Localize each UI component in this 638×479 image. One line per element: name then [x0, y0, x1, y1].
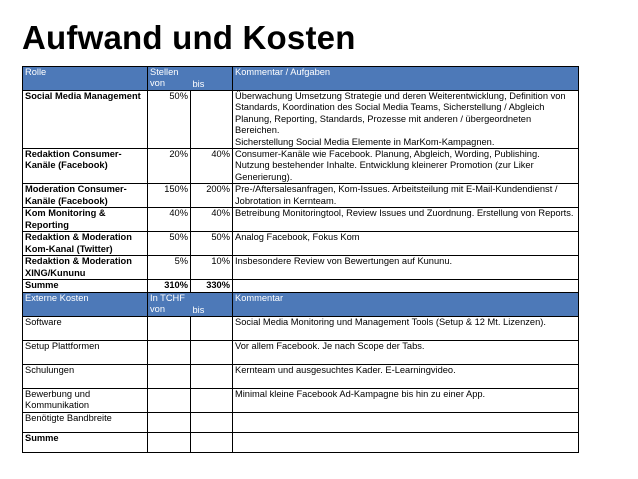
bis-cell — [191, 91, 233, 149]
von-cell — [148, 317, 191, 341]
role-cell: Redaktion & Moderation Kom-Kanal (Twitter) — [23, 232, 148, 256]
table-row — [23, 413, 579, 433]
header-role: Rolle — [23, 67, 148, 91]
comment-cell: Betreibung Monitoringtool, Review Issues und Zuordnung. Erstellung von Reports. — [233, 208, 579, 232]
header-comment: Kommentar / Aufgaben — [233, 67, 579, 91]
bis-cell: 330% — [191, 280, 233, 293]
header-von: von — [150, 78, 165, 89]
bis-cell: 40% — [191, 208, 233, 232]
comment-cell — [233, 413, 579, 433]
table-row — [23, 317, 579, 341]
item-cell: Benötigte Bandbreite — [23, 413, 148, 433]
role-cell: Summe — [23, 280, 148, 293]
roles-table-header — [23, 67, 579, 91]
header-tchf — [148, 293, 191, 317]
von-cell: 50% — [148, 91, 191, 149]
table-row — [23, 256, 579, 280]
roles-table — [22, 66, 579, 293]
item-cell: Schulungen — [23, 365, 148, 389]
bis-cell — [191, 365, 233, 389]
bis-cell — [191, 341, 233, 365]
costs-table — [22, 292, 579, 453]
table-row — [23, 184, 579, 208]
comment-cell: Social Media Monitoring und Management Tools (Setup & 12 Mt. Lizenzen). — [233, 317, 579, 341]
item-cell: Setup Plattformen — [23, 341, 148, 365]
comment-cell: Insbesondere Review von Bewertungen auf Kununu. — [233, 256, 579, 280]
bis-cell: 200% — [191, 184, 233, 208]
header-tchf-label: In TCHF — [150, 293, 185, 303]
table-row — [23, 208, 579, 232]
von-cell: 5% — [148, 256, 191, 280]
bis-cell: 10% — [191, 256, 233, 280]
comment-cell: Consumer-Kanäle wie Facebook. Planung, Abgleich, Wording, Publishing. Nutzung bestehender Inhalte. Entwicklung kleinerer Promotion (zur Liker Generierung). — [233, 149, 579, 184]
header-bis: bis — [191, 67, 233, 91]
von-cell: 150% — [148, 184, 191, 208]
von-cell: 310% — [148, 280, 191, 293]
von-cell — [148, 341, 191, 365]
bis-cell: 40% — [191, 149, 233, 184]
header-von: von — [150, 304, 165, 315]
summe-row — [23, 433, 579, 453]
comment-cell — [233, 280, 579, 293]
header-comment: Kommentar — [233, 293, 579, 317]
header-stellen — [148, 67, 191, 91]
von-cell — [148, 413, 191, 433]
costs-table-header — [23, 293, 579, 317]
role-cell: Kom Monitoring & Reporting — [23, 208, 148, 232]
comment-cell — [233, 433, 579, 453]
comment-cell: Analog Facebook, Fokus Kom — [233, 232, 579, 256]
von-cell — [148, 389, 191, 413]
von-cell — [148, 433, 191, 453]
item-cell: Software — [23, 317, 148, 341]
header-bis: bis — [191, 293, 233, 317]
bis-cell — [191, 433, 233, 453]
comment-cell: Minimal kleine Facebook Ad-Kampagne bis hin zu einer App. — [233, 389, 579, 413]
page-title: Aufwand und Kosten — [22, 19, 356, 56]
von-cell: 40% — [148, 208, 191, 232]
item-cell: Summe — [23, 433, 148, 453]
comment-cell: Überwachung Umsetzung Strategie und deren Weiterentwicklung, Definition von Standards, Koordination des Social Media Teams, Sicherstellung / Abgleich Planung, Reporting, Standards, Prozesse mit anderen / übergeordneten Bereichen. Sicherstellung Social Media Elemente in MarKom-Kampagnen. — [233, 91, 579, 149]
role-cell: Moderation Consumer-Kanäle (Facebook) — [23, 184, 148, 208]
von-cell: 50% — [148, 232, 191, 256]
bis-cell — [191, 317, 233, 341]
bis-cell — [191, 413, 233, 433]
role-cell: Redaktion & Moderation XING/Kununu — [23, 256, 148, 280]
von-cell — [148, 365, 191, 389]
item-cell: Bewerbung und Kommunikation — [23, 389, 148, 413]
von-cell: 20% — [148, 149, 191, 184]
table-row — [23, 389, 579, 413]
summe-row — [23, 280, 579, 293]
table-row — [23, 341, 579, 365]
table-row — [23, 232, 579, 256]
header-stellen-label: Stellen — [150, 67, 179, 77]
role-cell: Social Media Management — [23, 91, 148, 149]
table-row — [23, 149, 579, 184]
bis-cell: 50% — [191, 232, 233, 256]
role-cell: Redaktion Consumer-Kanäle (Facebook) — [23, 149, 148, 184]
table-row — [23, 91, 579, 149]
comment-cell: Vor allem Facebook. Je nach Scope der Tabs. — [233, 341, 579, 365]
header-externe-kosten: Externe Kosten — [23, 293, 148, 317]
table-row — [23, 365, 579, 389]
comment-cell: Pre-/Aftersalesanfragen, Kom-Issues. Arbeitsteilung mit E-Mail-Kundendienst / Jobrotation in Kernteam. — [233, 184, 579, 208]
bis-cell — [191, 389, 233, 413]
comment-cell: Kernteam und ausgesuchtes Kader. E-Learningvideo. — [233, 365, 579, 389]
